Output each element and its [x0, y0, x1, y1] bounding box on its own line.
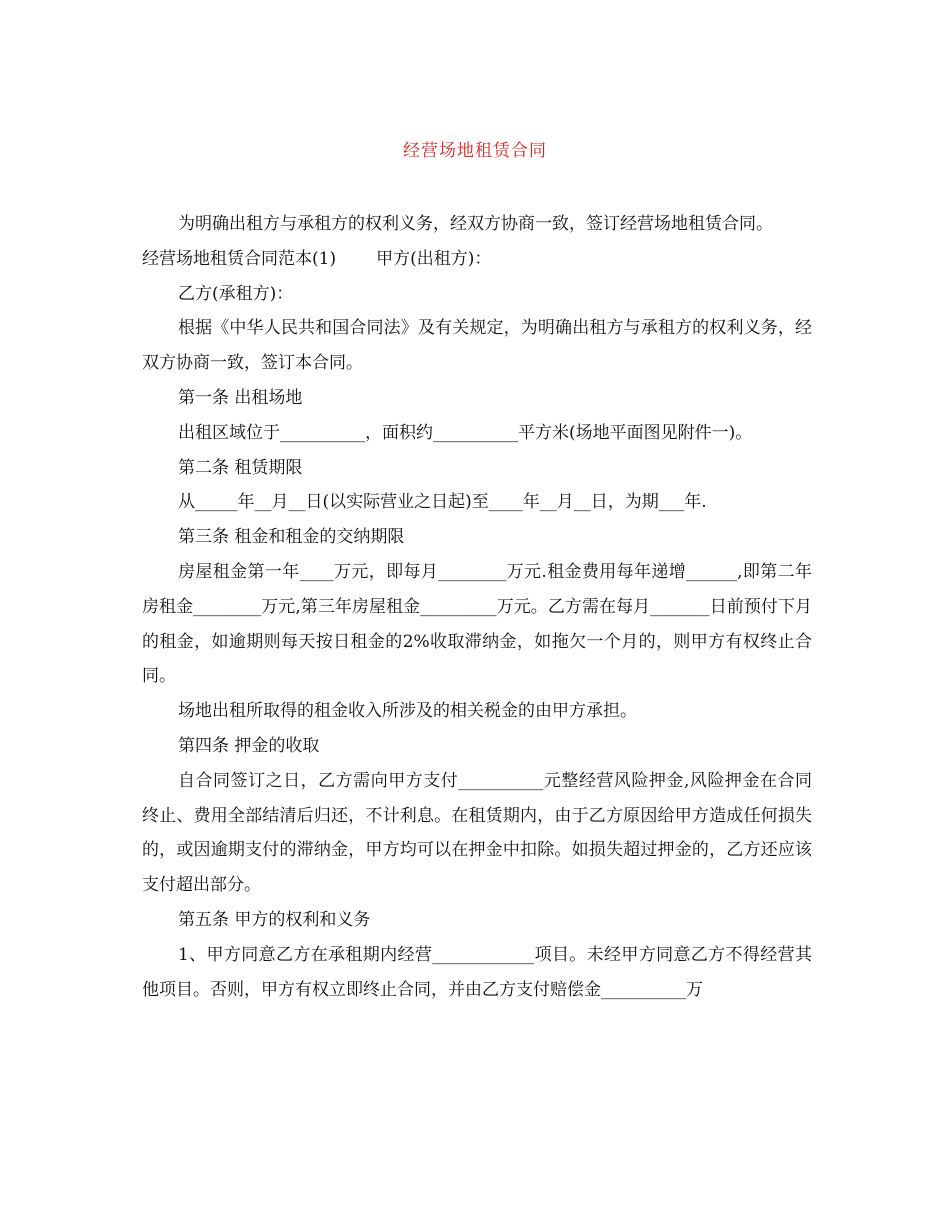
paragraph-basis: 根据《中华人民共和国合同法》及有关规定，为明确出租方与承租方的权利义务，经双方协商一致，签订本合同。	[142, 318, 812, 374]
article-5-heading: 第五条 甲方的权利和义务	[178, 909, 371, 930]
paragraph-template-heading	[142, 242, 812, 277]
document-title: 经营场地租赁合同	[403, 141, 547, 161]
article-4-heading: 第四条 押金的收取	[178, 735, 320, 756]
article-4-text: 自合同签订之日，乙方需向甲方支付__________元整经营风险押金,风险押金在合同终止、费用全部结清后归还，不计利息。在租赁期内，由于乙方原因给甲方造成任何损失的，或因逾期支付的滞纳金，甲方均可以在押金中扣除。如损失超过押金的，乙方还应该支付超出部分。	[142, 770, 812, 896]
article-2-text: 从_____年__月__日(以实际营业之日起)至____年__月__日，为期___年.	[178, 492, 707, 513]
article-3-tax: 场地出租所取得的租金收入所涉及的相关税金的由甲方承担。	[178, 701, 637, 722]
party-b-label: 乙方(承租方)：	[178, 283, 294, 304]
paragraph-intro: 为明确出租方与承租方的权利义务，经双方协商一致，签订经营场地租赁合同。	[178, 214, 773, 234]
party-a-label: 甲方(出租方)：	[376, 248, 492, 269]
document-body	[142, 207, 812, 1007]
article-1-text: 出租区域位于__________，面积约__________平方米(场地平面图见附件一)。	[178, 422, 753, 443]
article-1-heading: 第一条 出租场地	[178, 387, 303, 408]
template-label: 经营场地租赁合同范本(1)	[142, 248, 337, 269]
article-2-heading: 第二条 租赁期限	[178, 457, 303, 478]
article-3-heading: 第三条 租金和租金的交纳期限	[178, 527, 405, 548]
article-3-text: 房屋租金第一年____万元，即每月________万元.租金费用每年递增______,即第二年房租金________万元,第三年房屋租金_________万元。乙方需在每月_______日前预付下月的租金，如逾期则每天按日租金的2%收取滞纳金，如拖欠一个月的，则甲方有权终止合同。	[142, 561, 812, 687]
article-5-item-1: 1、甲方同意乙方在承租期内经营____________项目。未经甲方同意乙方不得经营其他项目。否则，甲方有权立即终止合同，并由乙方支付赔偿金__________万	[142, 944, 812, 1000]
